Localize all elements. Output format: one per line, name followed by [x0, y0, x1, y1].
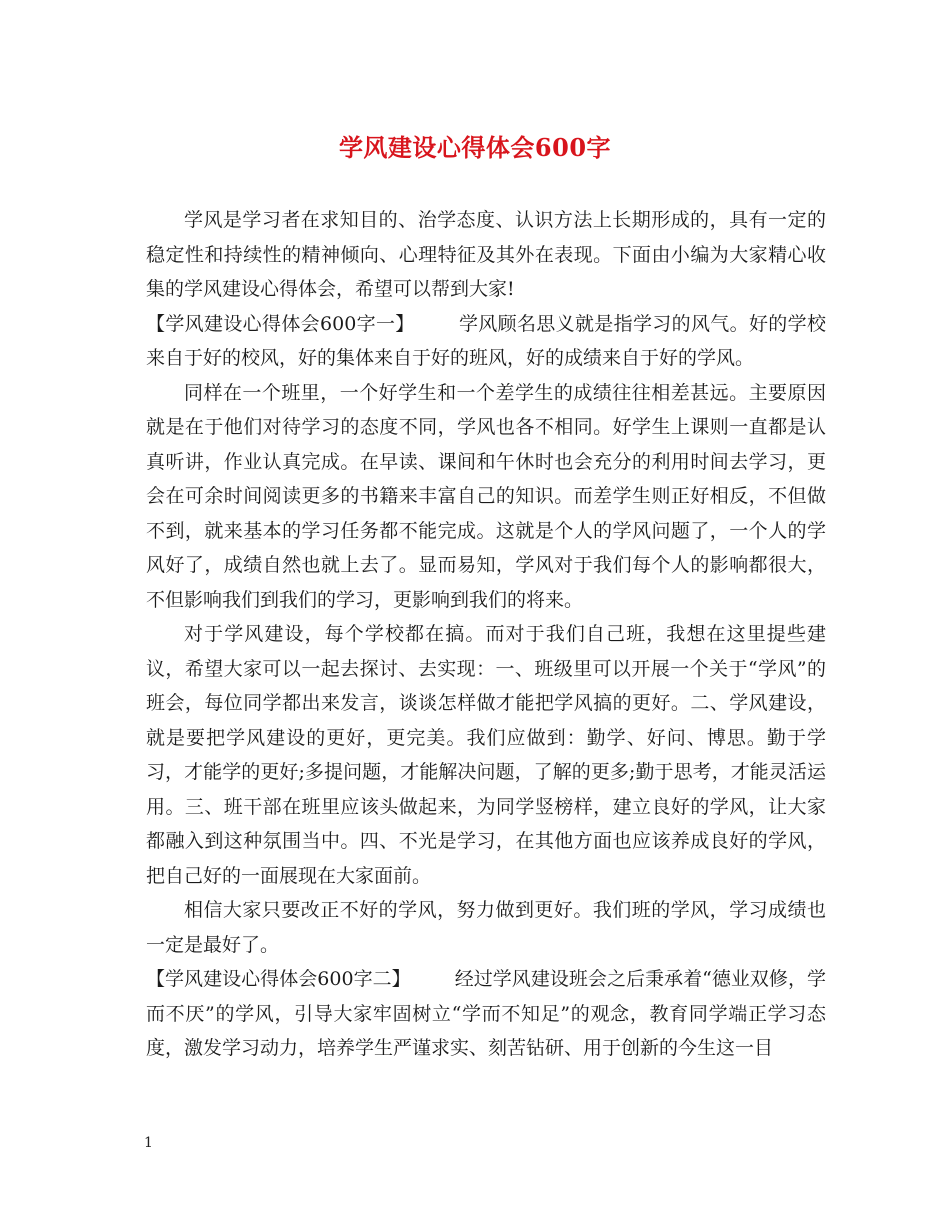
section-1-heading: 【学风建设心得体会600字一】 [146, 312, 415, 335]
section-1-body-paragraph-3: 相信大家只要改正不好的学风，努力做到更好。我们班的学风，学习成绩也一定是最好了。 [146, 899, 826, 956]
section-1-paragraph [146, 307, 826, 376]
intro-paragraph: 学风是学习者在求知目的、治学态度、认识方法上长期形成的，具有一定的稳定性和持续性的精神倾向、心理特征及其外在表现。下面由小编为大家精心收集的学风建设心得体会，希望可以帮到大家! [146, 209, 826, 300]
section-1-body-paragraph-1: 同样在一个班里，一个好学生和一个差学生的成绩往往相差甚远。主要原因就是在于他们对待学习的态度不同，学风也各不相同。好学生上课则一直都是认真听讲，作业认真完成。在早读、课间和午休时也会充分的利用时间去学习，更会在可余时间阅读更多的书籍来丰富自己的知识。而差学生则正好相反，不但做不到，就来基本的学习任务都不能完成。这就是个人的学风问题了，一个人的学风好了，成绩自然也就上去了。显而易知，学风对于我们每个人的影响都很大，不但影响我们到我们的学习，更影响到我们的将来。 [146, 381, 826, 611]
section-2-lead: 经过学风建设班会之后秉承着“德业双修，学而不厌”的学风，引导大家牢固树立“学而不知足”的观念，教育同学端正学习态度，激发学习动力，培养学生严谨求实、刻苦钻研、用于创新的今生这一目 [146, 968, 826, 1059]
section-2-heading: 【学风建设心得体会600字二】 [146, 968, 411, 990]
document-body [146, 203, 826, 1066]
section-1-body-paragraph-2: 对于学风建设，每个学校都在搞。而对于我们自己班，我想在这里提些建议，希望大家可以一起去探讨、去实现：一、班级里可以开展一个关于“学风”的班会，每位同学都出来发言，谈谈怎样做才能把学风搞的更好。二、学风建设，就是要把学风建设的更好，更完美。我们应做到：勤学、好问、博思。勤于学习，才能学的更好;多提问题，才能解决问题，了解的更多;勤于思考，才能灵活运用。三、班干部在班里应该头做起来，为同学竖榜样，建立良好的学风，让大家都融入到这种氛围当中。四、不光是学习，在其他方面也应该养成良好的学风，把自己好的一面展现在大家面前。 [146, 623, 826, 887]
page-number: 1 [144, 1135, 153, 1151]
section-1-lead: 学风顾名思义就是指学习的风气。好的学校来自于好的校风，好的集体来自于好的班风，好的成绩来自于好的学风。 [146, 312, 826, 369]
section-2-paragraph [146, 962, 826, 1066]
page-title: 学风建设心得体会600字 [338, 133, 612, 162]
